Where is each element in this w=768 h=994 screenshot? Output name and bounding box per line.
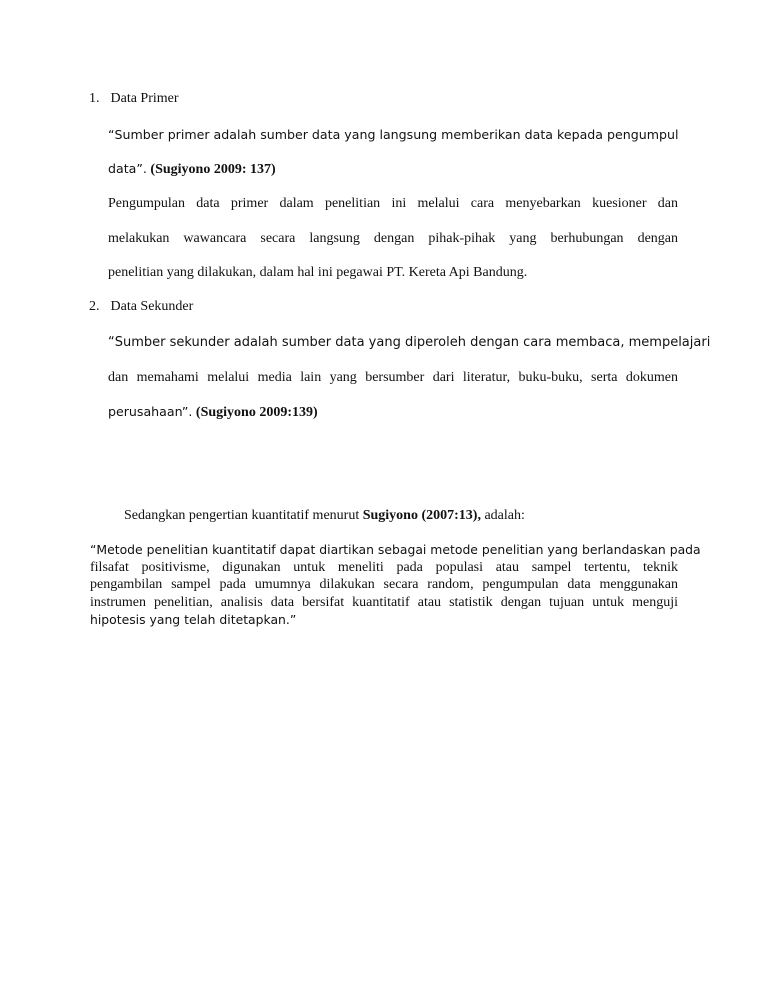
list-item-title: Data Primer [110, 91, 179, 106]
quote-line: “Sumber primer adalah sumber data yang langsung memberikan data kepada pengumpul [108, 127, 679, 142]
definition-line: “Metode penelitian kuantitatif dapat diartikan sebagai metode penelitian yang berlandaskan pada [90, 542, 701, 557]
body-line: Pengumpulan data primer dalam penelitian ini melalui cara menyebarkan kuesioner dan [108, 196, 678, 211]
quote-line: perusahaan”. [108, 404, 193, 419]
list-number: 2. [89, 299, 100, 314]
quote-line-with-citation [108, 160, 678, 179]
intro-citation: Sugiyono (2007:13), [362, 508, 481, 523]
citation: (Sugiyono 2009:139) [195, 405, 318, 420]
intro-sentence [124, 507, 525, 525]
list-item-data-primer [89, 91, 689, 107]
quote-line: data”. [108, 161, 147, 176]
definition-line: pengambilan sampel pada umumnya dilakukan secara random, pengumpulan data menggunakan [90, 577, 678, 592]
list-item-data-sekunder [89, 299, 689, 315]
definition-line: filsafat positivisme, digunakan untuk meneliti pada populasi atau sampel tertentu, teknik [90, 559, 678, 575]
definition-line: hipotesis yang telah ditetapkan.” [90, 612, 297, 627]
quote-line-with-citation [108, 403, 678, 422]
body-line: penelitian yang dilakukan, dalam hal ini pegawai PT. Kereta Api Bandung. [108, 265, 528, 280]
intro-text-end: adalah: [480, 508, 525, 523]
list-number: 1. [89, 91, 100, 106]
citation: (Sugiyono 2009: 137) [150, 162, 276, 177]
body-line: melakukan wawancara secara langsung dengan pihak-pihak yang berhubungan dengan [108, 231, 678, 246]
list-item-title: Data Sekunder [110, 299, 194, 314]
definition-quote [90, 541, 701, 629]
intro-text: Sedangkan pengertian kuantitatif menurut [124, 508, 363, 523]
quote-line: “Sumber sekunder adalah sumber data yang diperoleh dengan cara membaca, mempelajari [108, 335, 711, 350]
definition-line: instrumen penelitian, analisis data bersifat kuantitatif atau statistik dengan tujuan untuk menguji [90, 594, 678, 610]
quote-line: dan memahami melalui media lain yang bersumber dari literatur, buku-buku, serta dokumen [108, 370, 678, 385]
